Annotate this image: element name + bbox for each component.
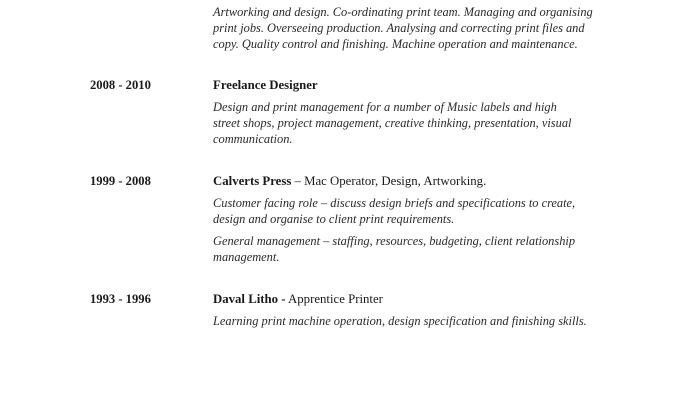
entry-years: 2008 - 2010 (90, 78, 151, 92)
entry-title (213, 291, 383, 307)
entry-description (213, 99, 613, 147)
entry-description (213, 195, 613, 227)
entry-description (213, 233, 613, 265)
top-entry-description (213, 4, 613, 52)
description-line: Artworking and design. Co-ordinating print team. Managing and organising (213, 5, 593, 19)
job-role: Apprentice Printer (285, 292, 383, 306)
description-line: communication. (213, 132, 293, 146)
employer-name: Daval Litho - (213, 292, 286, 306)
employer-name: Calverts Press (213, 174, 292, 188)
description-line: print jobs. Overseeing production. Analysing and correcting print files and (213, 21, 585, 35)
entry-description (213, 313, 613, 329)
employer-name: Freelance Designer (213, 78, 318, 92)
job-role: – Mac Operator, Design, Artworking. (291, 174, 487, 188)
entry-years: 1993 - 1996 (90, 292, 151, 306)
description-line: Design and print management for a number of Music labels and high (213, 100, 557, 114)
entry-title (213, 173, 486, 189)
description-line: street shops, project management, creative thinking, presentation, visual (213, 116, 572, 130)
description-line: design and organise to client print requirements. (213, 212, 455, 226)
description-line: copy. Quality control and finishing. Machine operation and maintenance. (213, 37, 578, 51)
description-line: General management – staffing, resources, budgeting, client relationship (213, 234, 576, 248)
description-line: Customer facing role – discuss design briefs and specifications to create, (213, 196, 576, 210)
description-line: Learning print machine operation, design specification and finishing skills. (213, 314, 587, 328)
entry-title (213, 77, 318, 93)
entry-years: 1999 - 2008 (90, 174, 151, 188)
description-line: management. (213, 250, 280, 264)
